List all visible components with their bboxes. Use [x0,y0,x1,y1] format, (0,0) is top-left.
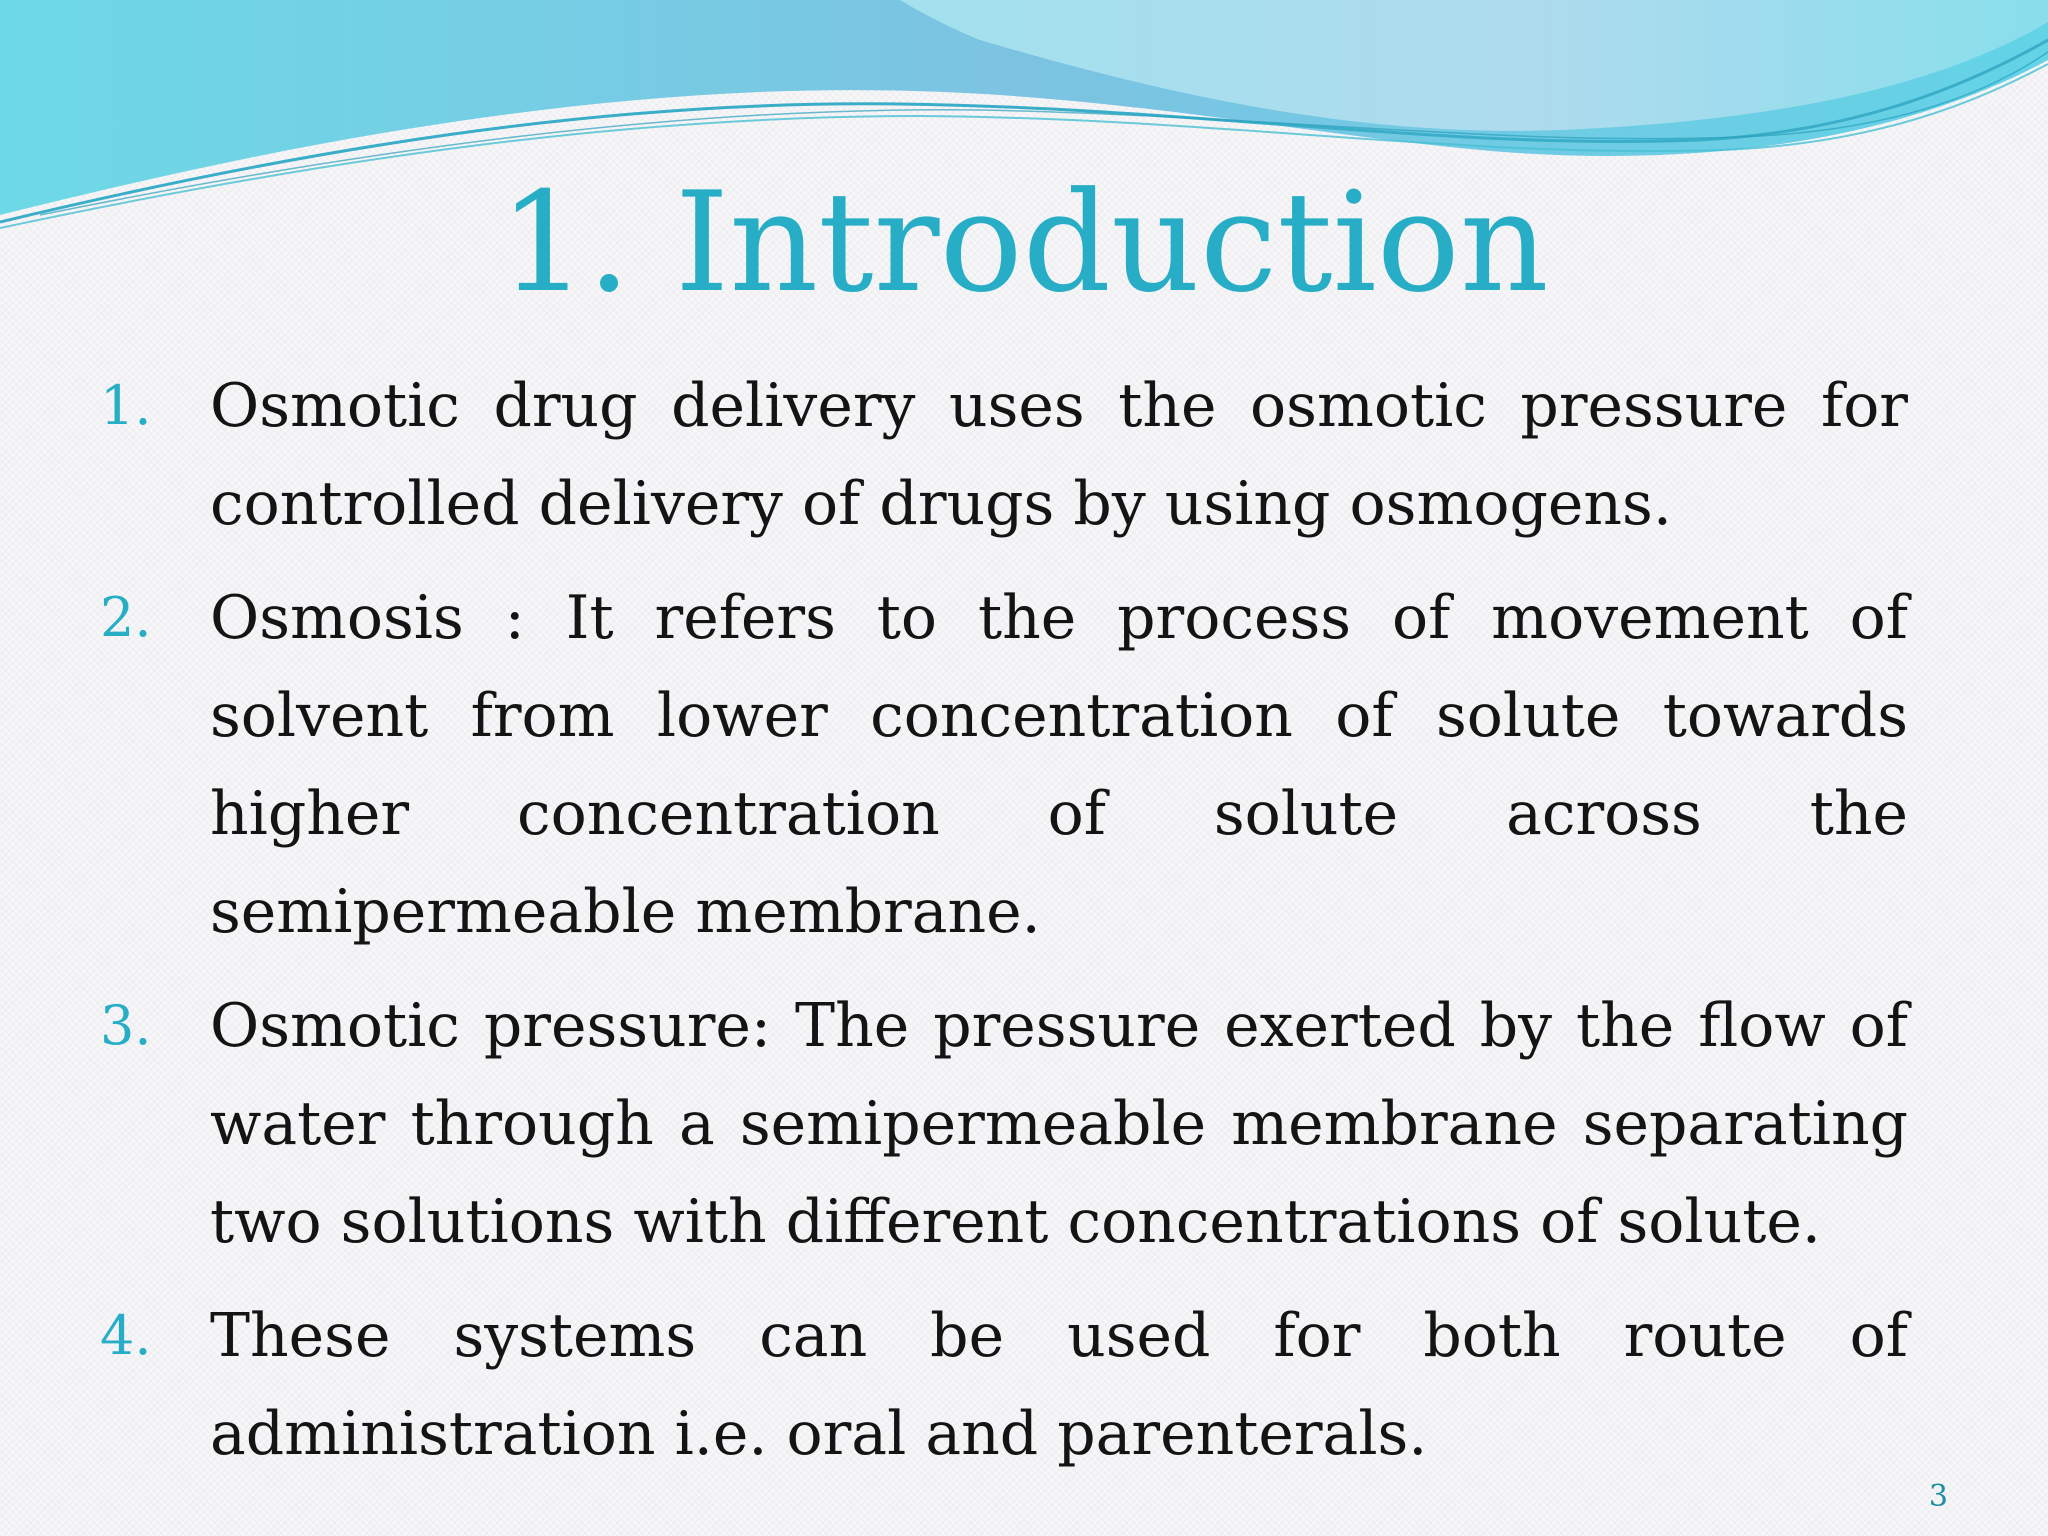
list-item-number: 2. [100,586,152,649]
list-item-number: 4. [100,1304,152,1367]
list-item-text: Osmotic pressure: The pressure exerted by the flow of water through a semipermeable membrane separating two solutions with different concentrations of solute. [210,991,1908,1257]
list-item [100,977,1908,1271]
list-item-text: Osmotic drug delivery uses the osmotic pressure for controlled delivery of drugs by using osmogens. [210,371,1908,539]
list-item-text: Osmosis : It refers to the process of movement of solvent from lower concentration of solute towards higher concentration of solute across the semipermeable membrane. [210,583,1908,947]
list-item [100,1287,1908,1483]
list-item-number: 3. [100,994,152,1057]
list-item [100,357,1908,553]
list-item-number: 1. [100,374,152,437]
list-item-text: These systems can be used for both route of administration i.e. oral and parenterals. [210,1301,1908,1469]
list-item [100,569,1908,961]
slide-title: 1. Introduction [499,162,1549,323]
numbered-list [100,357,1908,1499]
page-number: 3 [1928,1479,1948,1514]
